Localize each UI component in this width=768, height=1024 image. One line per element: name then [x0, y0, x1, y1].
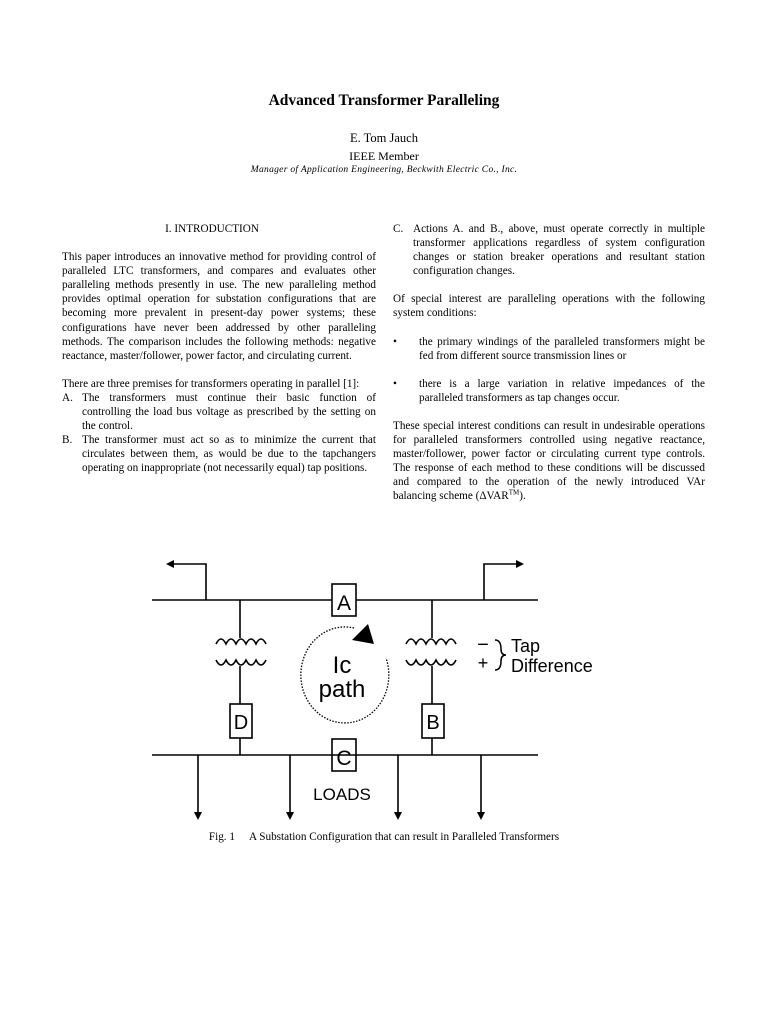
- right-transformer-primary-coil: [406, 639, 456, 644]
- figure-caption: [0, 831, 768, 843]
- trademark-symbol: TM: [508, 488, 520, 497]
- figure-number: Fig. 1: [208, 831, 235, 843]
- premise-text: The transformers must continue their basic function of controlling the load bus voltage as prescribed by the setting on the control.: [82, 391, 376, 433]
- label-b: B: [426, 712, 440, 734]
- author-affiliation: Manager of Application Engineering, Beckwith Electric Co., Inc.: [250, 165, 518, 175]
- bullet-marker: •: [393, 377, 397, 390]
- right-column: [393, 222, 705, 518]
- list-marker: B.: [62, 434, 73, 447]
- ic-label: Ic: [332, 652, 352, 679]
- figure-caption-text: A Substation Configuration that can result in Paralleled Transformers: [249, 831, 560, 843]
- left-column: [62, 222, 376, 476]
- left-transformer-primary-coil: [216, 639, 266, 644]
- minus-sign: −: [477, 634, 489, 656]
- conditions-discussion-paragraph: [393, 419, 705, 504]
- bullet-text: the primary windings of the paralleled transformers might be fed from different source transmission lines or: [419, 335, 705, 362]
- bullet-marker: •: [393, 335, 397, 348]
- section-heading-introduction: I. INTRODUCTION: [165, 223, 259, 235]
- author-name: E. Tom Jauch: [350, 131, 418, 145]
- ic-path-arrow-icon: [352, 624, 374, 644]
- premise-item: [62, 391, 376, 433]
- path-label: path: [318, 676, 366, 703]
- substation-diagram: [140, 548, 620, 828]
- loads-label: LOADS: [313, 785, 371, 804]
- list-marker: C.: [393, 223, 404, 235]
- premise-text: The transformer must act so as to minimize the current that circulates between them, as would be due to the tapchangers operating on inappropriate (not necessarily equal) tap positions.: [82, 434, 376, 475]
- left-transformer-secondary-coil: [216, 660, 266, 665]
- intro-paragraph: This paper introduces an innovative method for providing control of paralleled LTC transformers, and compares and evaluates other paralleling methods presently in use. The new paralleling method provides optimal operation for substation configurations that are becoming more prevalent in present-day power systems; these configurations have never been addressed by other paralleling methods. The comparison includes the following methods: negative reactance, master/follower, power factor, and circulating current.: [62, 251, 376, 362]
- paragraph-text: These special interest conditions can result in undesirable operations for paralleled transformers controlled using negative reactance, master/follower, power factor or circulating current type controls. The response of each method to these conditions will be discussed and compared to the operation of the newly introduced VAr balancing scheme (ΔVAR: [393, 419, 705, 503]
- plus-sign: +: [477, 653, 489, 673]
- conditions-intro-paragraph: Of special interest are paralleling operations with the following system conditions:: [393, 293, 705, 320]
- tap-label: Tap: [511, 636, 541, 656]
- source-feed-right: [484, 564, 520, 600]
- paragraph-end: ).: [519, 490, 526, 503]
- list-marker: A.: [62, 391, 73, 404]
- tap-difference-brace: [495, 640, 506, 670]
- premises-intro-paragraph: There are three premises for transformers operating in parallel [1]:: [62, 377, 360, 390]
- premise-text: Actions A. and B., above, must operate correctly in multiple transformer applications regardless of system configuration changes or station breaker operations and resultant station configuration changes.: [413, 223, 705, 278]
- label-c: C: [336, 747, 352, 770]
- bullet-text: there is a large variation in relative impedances of the paralleled transformers as tap changes occur.: [419, 377, 705, 404]
- right-transformer-secondary-coil: [406, 660, 456, 665]
- label-a: A: [336, 592, 352, 615]
- author-membership: IEEE Member: [349, 149, 419, 163]
- source-feed-left: [170, 564, 206, 600]
- premise-item: [62, 433, 376, 475]
- premise-item: [393, 222, 705, 278]
- label-d: D: [233, 712, 249, 734]
- difference-label: Difference: [511, 656, 593, 676]
- condition-bullet-item: [393, 377, 705, 405]
- paper-title: Advanced Transformer Paralleling: [268, 92, 500, 109]
- condition-bullet-item: [393, 335, 705, 363]
